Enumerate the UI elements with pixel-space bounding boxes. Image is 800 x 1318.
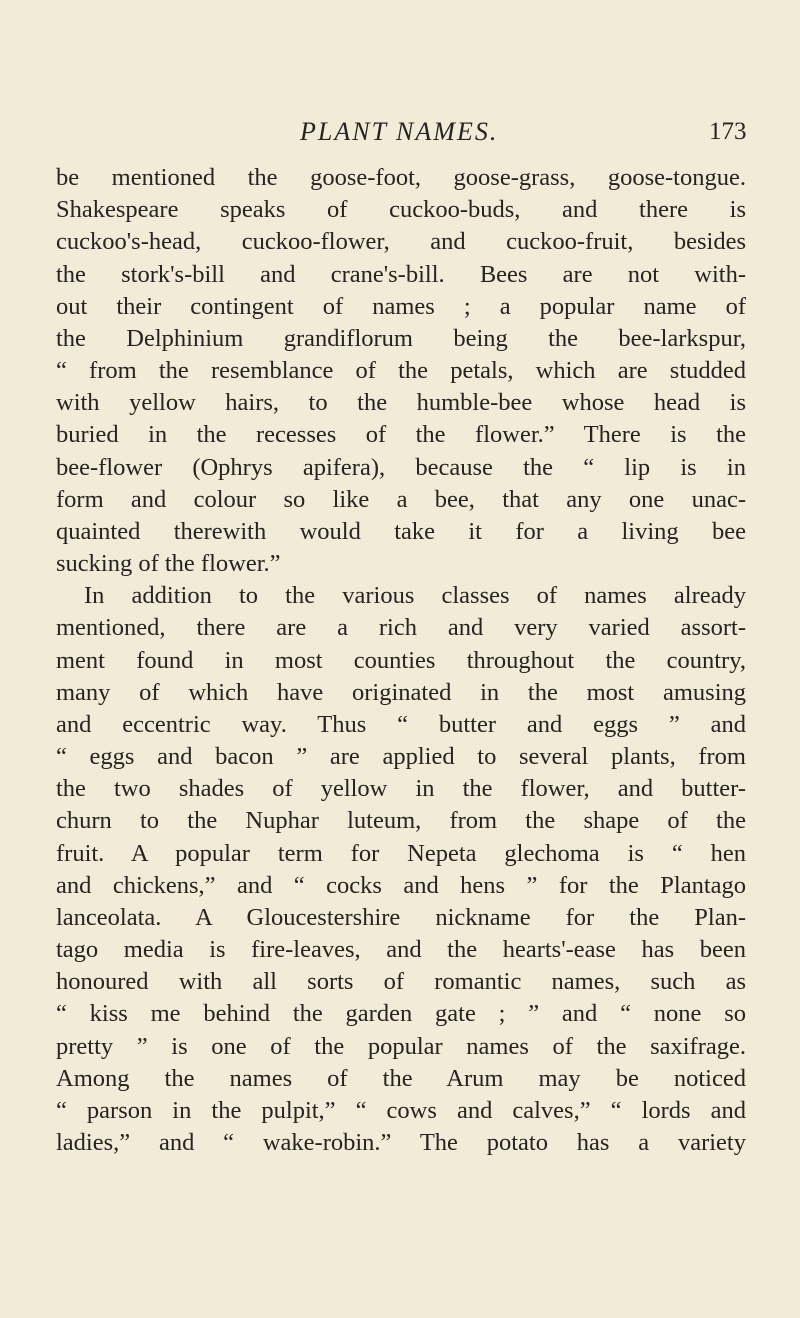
text-line: fruit. A popular term for Nepeta glechoma is “ hen	[56, 839, 746, 867]
text-line: form and colour so like a bee, that any one unac-	[56, 485, 746, 513]
text-line: sucking of the flower.”	[56, 550, 281, 578]
body-text	[56, 162, 746, 1159]
text-line: tago media is fire-leaves, and the hearts'-ease has been	[56, 936, 746, 964]
text-line: “ eggs and bacon ” are applied to several plants, from	[56, 743, 746, 771]
text-line: the stork's-bill and crane's-bill. Bees are not with-	[56, 260, 746, 288]
text-line: the Delphinium grandiflorum being the bee-larkspur,	[56, 324, 746, 352]
text-line: “ from the resemblance of the petals, which are studded	[56, 357, 746, 385]
text-line: quainted therewith would take it for a living bee	[56, 517, 746, 545]
text-line: Shakespeare speaks of cuckoo-buds, and there is	[56, 196, 746, 224]
text-line: churn to the Nuphar luteum, from the shape of the	[56, 807, 746, 835]
text-line: out their contingent of names ; a popular name of	[56, 292, 746, 320]
text-line: the two shades of yellow in the flower, and butter-	[56, 775, 746, 803]
text-line: mentioned, there are a rich and very varied assort-	[56, 614, 746, 642]
text-line: ladies,” and “ wake-robin.” The potato has a variety	[56, 1129, 746, 1157]
text-line: ment found in most counties throughout the country,	[56, 646, 746, 674]
page-header	[0, 114, 800, 150]
text-line: In addition to the various classes of names already	[84, 582, 746, 610]
text-line: pretty ” is one of the popular names of the saxifrage.	[56, 1032, 746, 1060]
text-line: bee-flower (Ophrys apifera), because the “ lip is in	[56, 453, 746, 481]
text-line: “ parson in the pulpit,” “ cows and calves,” “ lords and	[56, 1096, 746, 1124]
text-line: lanceolata. A Gloucestershire nickname for the Plan-	[56, 903, 746, 931]
text-line: Among the names of the Arum may be noticed	[56, 1064, 746, 1092]
text-line: and eccentric way. Thus “ butter and eggs ” and	[56, 710, 746, 738]
text-line: many of which have originated in the most amusing	[56, 678, 746, 706]
text-line: be mentioned the goose-foot, goose-grass, goose-tongue.	[56, 164, 746, 191]
running-head: PLANT NAMES.	[300, 117, 499, 146]
text-line: “ kiss me behind the garden gate ; ” and “ none so	[56, 1000, 746, 1028]
text-line: buried in the recesses of the flower.” There is the	[56, 421, 746, 449]
text-line: with yellow hairs, to the humble-bee whose head is	[56, 389, 746, 417]
text-line: and chickens,” and “ cocks and hens ” for the Plantago	[56, 871, 746, 899]
text-line: honoured with all sorts of romantic names, such as	[56, 968, 746, 996]
page-number: 173	[709, 118, 747, 145]
text-line: cuckoo's-head, cuckoo-flower, and cuckoo-fruit, besides	[56, 228, 746, 256]
